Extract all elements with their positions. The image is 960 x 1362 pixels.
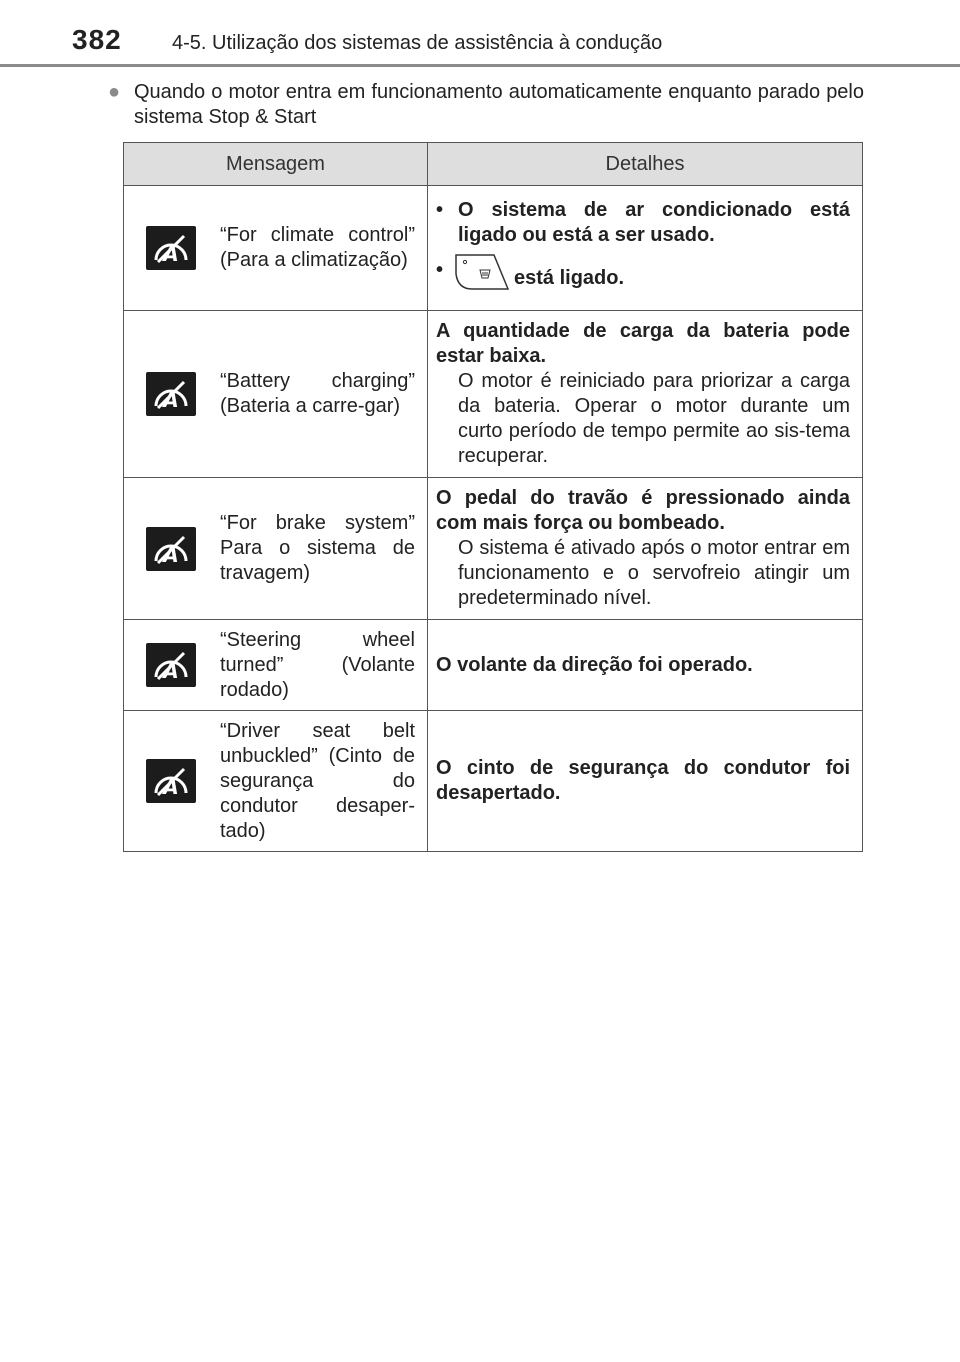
details-heading: O cinto de segurança do condutor foi desapertado. — [436, 757, 850, 804]
message-cell — [124, 478, 428, 620]
message-cell — [124, 186, 428, 311]
details-heading: A quantidade de carga da bateria pode estar baixa. — [436, 320, 850, 367]
svg-text:A: A — [163, 388, 179, 411]
stop-start-indicator-icon — [146, 226, 196, 270]
details-cell — [428, 478, 863, 620]
message-table — [123, 142, 863, 852]
table-row — [124, 311, 863, 478]
table-header-row — [124, 143, 863, 186]
svg-text:A: A — [163, 775, 179, 798]
stop-start-indicator-icon — [146, 372, 196, 416]
message-text: “Driver seat belt unbuckled” (Cinto de segurança do condutor desaper-tado) — [220, 719, 415, 842]
stop-start-indicator-icon — [146, 527, 196, 571]
message-cell — [124, 620, 428, 711]
column-header-message: Mensagem — [124, 143, 428, 186]
details-cell — [428, 186, 863, 311]
table-row — [124, 620, 863, 711]
svg-text:A: A — [163, 242, 179, 265]
stop-start-indicator-icon — [146, 643, 196, 687]
details-heading: O pedal do travão é pressionado ainda com mais força ou bombeado. — [436, 487, 850, 534]
table-row — [124, 478, 863, 620]
page-number: 382 — [72, 24, 122, 55]
stop-start-indicator-icon — [146, 759, 196, 803]
defogger-switch-icon — [454, 252, 510, 299]
column-header-details: Detalhes — [428, 143, 863, 186]
svg-text:A: A — [163, 542, 179, 566]
message-text: “For climate control” (Para a climatização) — [220, 224, 415, 271]
details-heading: O volante da direção foi operado. — [436, 653, 753, 676]
section-title: 4-5. Utilização dos sistemas de assistência à condução — [172, 32, 663, 54]
details-body: O sistema é ativado após o motor entrar em funcionamento e o servofreio atingir um predeterminado nível. — [458, 537, 850, 609]
message-cell — [124, 311, 428, 478]
svg-text:A: A — [163, 659, 179, 682]
details-bullet-text: está ligado. — [514, 266, 625, 289]
details-bullet-text: O sistema de ar condicionado está ligado ou está a ser usado. — [458, 198, 850, 246]
bullet-icon: ● — [108, 81, 121, 103]
message-text: “For brake system” Para o sistema de travagem) — [220, 512, 415, 584]
bullet-marker: • — [436, 198, 444, 221]
details-cell — [428, 711, 863, 852]
intro-paragraph — [108, 80, 864, 130]
table-row — [124, 711, 863, 852]
header-divider — [0, 64, 960, 67]
intro-text: Quando o motor entra em funcionamento automaticamente enquanto parado pelo sistema Stop & Start — [134, 81, 864, 128]
message-text: “Battery charging” (Bateria a carre-gar) — [220, 370, 415, 417]
details-cell — [428, 311, 863, 478]
message-text: “Steering wheel turned” (Volante rodado) — [220, 628, 415, 701]
details-body: O motor é reiniciado para priorizar a carga da bateria. Operar o motor durante um curto período de tempo permite ao sis-tema recuperar. — [458, 370, 850, 467]
table-row — [124, 186, 863, 311]
bullet-marker: • — [436, 258, 444, 281]
details-cell — [428, 620, 863, 711]
message-cell — [124, 711, 428, 852]
page-header — [0, 0, 960, 70]
